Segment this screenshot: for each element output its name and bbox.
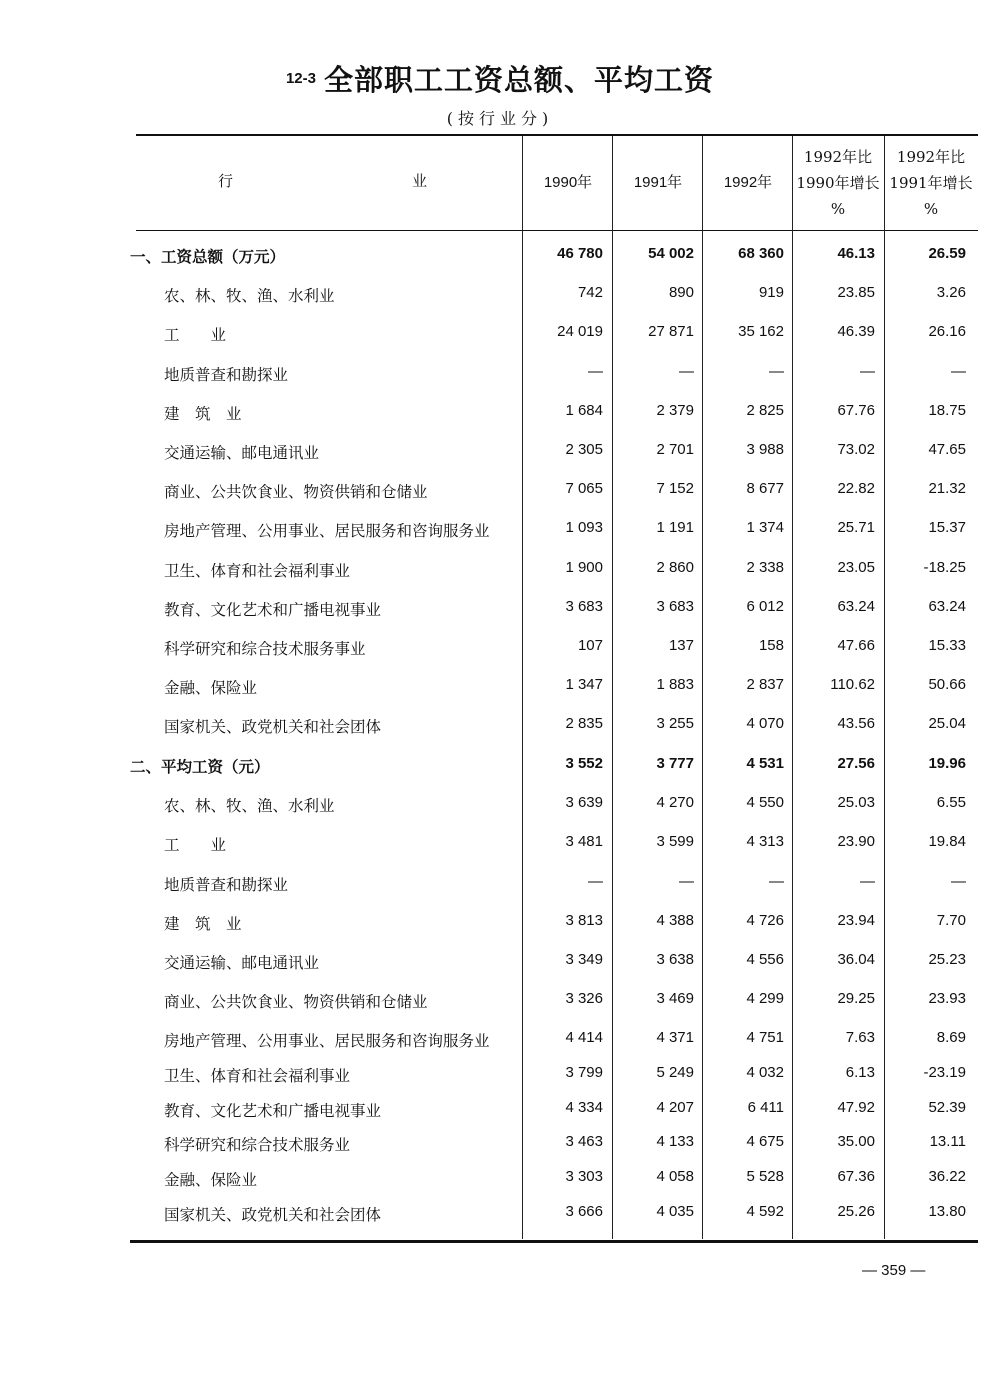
row-value: 2 701 [656,441,694,458]
table-number: 12-3 [285,70,316,87]
table-row [130,1025,980,1055]
row-value: 4 133 [656,1133,694,1151]
table-row [130,515,980,545]
row-value: 4 299 [746,990,784,1008]
row-value: 137 [668,637,694,654]
row-value: — [951,362,966,380]
row-value: 4 032 [746,1063,784,1081]
row-value: 7 152 [656,480,694,498]
row-value: 6.55 [936,794,966,812]
table-row [130,633,980,663]
row-value: 27 871 [648,323,694,341]
row-value: 13.11 [929,1133,966,1151]
row-value: 4 313 [746,833,784,851]
row-value: 2 835 [565,715,603,733]
row-value: 73.02 [837,441,875,458]
table-row [130,398,980,428]
row-value: 4 531 [746,755,784,772]
row-value: — [679,362,694,380]
row-value: 47.92 [837,1098,875,1116]
row-value: 25.03 [837,794,875,812]
row-label: 农、林、牧、渔、水利业 [164,287,335,306]
row-value: 3 639 [565,794,603,812]
row-value: 1 191 [656,519,694,537]
row-value: 1 684 [565,401,603,419]
header-growth-unit: % [830,200,846,218]
table-title: 全部职工工资总额、平均工资 [324,63,715,97]
row-value: — [588,872,603,890]
row-label: 金融、保险业 [164,1171,258,1190]
row-value: 4 726 [746,911,784,929]
header-growth-unit: % [923,200,939,218]
row-label: 工 业 [164,836,227,855]
row-value: 43.56 [837,715,875,733]
row-value: 3 813 [565,911,603,929]
row-value: 47.66 [837,637,875,654]
header-1990: 1990年 [543,174,593,191]
header-1992: 1992年 [723,174,773,191]
header-1991: 1991年 [633,174,683,191]
row-value: 35 162 [738,323,784,341]
row-value: 24 019 [557,323,603,341]
row-value: 25.04 [928,715,966,733]
row-value: 18.75 [928,401,966,419]
row-label: 科学研究和综合技术服务事业 [164,640,366,658]
row-value: 54 002 [648,245,694,262]
row-value: 50.66 [928,676,966,694]
row-value: 6 411 [747,1098,784,1116]
row-value: 22.82 [837,480,875,498]
row-value: 19.84 [928,833,966,851]
row-label: 教育、文化艺术和广播电视事业 [164,600,382,619]
row-label: 国家机关、政党机关和社会团体 [164,1206,382,1224]
row-value: 4 371 [656,1029,694,1046]
row-value: 4 270 [656,794,694,812]
row-value: 1 093 [565,519,603,537]
row-value: 29.25 [837,990,875,1008]
row-value: 4 592 [746,1203,784,1220]
row-label: 二、平均工资（元） [130,757,270,776]
row-value: 3 666 [565,1203,603,1220]
row-value: 4 070 [746,715,784,733]
row-value: 107 [577,637,603,654]
row-value: 919 [758,284,784,302]
row-label: 国家机关、政党机关和社会团体 [164,718,382,737]
row-label: 建 筑 业 [164,914,242,933]
header-growth-line: 1991年增长 [889,174,973,192]
table-row [130,672,980,702]
row-value: 2 837 [746,676,784,694]
header-growth-line: 1990年增长 [796,174,880,192]
row-value: 3 638 [656,951,694,968]
table-subtitle: (按行业分) [446,109,554,128]
row-value: 23.93 [928,990,966,1008]
row-value: 6 012 [746,597,784,615]
row-value: 2 825 [746,401,784,419]
table-row [130,869,980,899]
table-row [130,280,980,310]
row-value: 3 326 [565,990,603,1008]
row-value: 25.71 [837,519,875,537]
row-value: — [860,872,875,890]
row-value: 15.33 [928,637,966,654]
row-value: 110.62 [830,676,875,694]
row-value: 1 900 [565,558,603,576]
row-value: -18.25 [923,558,966,576]
row-label: 交通运输、邮电通讯业 [164,954,320,972]
row-value: 23.05 [837,558,875,576]
row-value: 63.24 [837,597,875,615]
header-industry-char: 行 [218,172,234,190]
table-row [130,1095,980,1125]
row-label: 金融、保险业 [164,679,258,698]
section-row [130,241,980,271]
row-value: 21.32 [928,480,966,498]
row-value: 3 255 [656,715,694,733]
row-value: 8.69 [936,1029,966,1046]
row-value: 4 388 [656,911,694,929]
row-value: 23.90 [837,833,875,851]
row-value: 46.39 [837,323,875,341]
row-value: -23.19 [923,1063,966,1081]
row-value: 23.94 [837,911,875,929]
row-value: 4 334 [565,1098,603,1116]
row-value: 3 799 [565,1063,603,1081]
row-value: 13.80 [928,1203,966,1220]
row-label: 一、工资总额（万元） [130,247,286,266]
page-title [0,58,1000,99]
row-label: 卫生、体育和社会福利事业 [164,1066,351,1085]
row-value: 4 035 [656,1203,694,1220]
table-row [130,1199,980,1229]
table-row [130,790,980,820]
row-value: 46.13 [837,245,875,262]
row-value: 36.04 [837,951,875,968]
row-label: 商业、公共饮食业、物资供销和仓储业 [164,483,428,502]
section-row [130,751,980,781]
row-value: 3 777 [656,755,694,772]
table-row [130,594,980,624]
table-top-rule [136,134,978,136]
row-value: 1 883 [656,676,694,694]
row-value: 1 347 [565,676,603,694]
table-row [130,1164,980,1194]
row-value: 3 463 [565,1133,603,1151]
row-value: 8 677 [746,480,784,498]
row-value: 4 556 [746,951,784,968]
row-value: 15.37 [928,519,966,537]
table-row [130,555,980,585]
row-value: 25.26 [837,1203,875,1220]
row-value: 158 [758,637,784,654]
row-value: — [860,362,875,380]
table-row [130,908,980,938]
row-value: 67.36 [837,1168,875,1186]
row-value: 26.59 [928,245,966,262]
row-value: 1 374 [746,519,784,537]
table-row [130,437,980,467]
row-value: 3 349 [565,951,603,968]
header-growth-vs-1991 [884,144,978,222]
row-value: 7 065 [565,480,603,498]
row-value: 63.24 [928,597,966,615]
row-value: 3 303 [565,1168,603,1186]
row-value: 3 481 [565,833,603,851]
header-rule [136,230,978,231]
row-value: 5 249 [656,1063,694,1081]
table-row [130,476,980,506]
row-value: 4 675 [746,1133,784,1151]
row-value: 4 058 [656,1168,694,1186]
row-value: 2 860 [656,558,694,576]
row-value: 3 988 [746,441,784,458]
row-value: 23.85 [837,284,875,302]
row-value: 5 528 [746,1168,784,1186]
table-row [130,319,980,349]
row-value: 3 683 [656,597,694,615]
row-value: 2 379 [656,401,694,419]
row-value: 47.65 [928,441,966,458]
row-value: 68 360 [738,245,784,262]
row-label: 卫生、体育和社会福利事业 [164,561,351,580]
row-value: 19.96 [928,755,966,772]
row-value: 7.63 [845,1029,875,1046]
row-value: — [769,362,784,380]
table-row [130,359,980,389]
row-label: 建 筑 业 [164,404,242,423]
row-value: 3 599 [656,833,694,851]
table-row [130,1129,980,1159]
header-growth-line: 1992年比 [803,148,873,166]
row-label: 房地产管理、公用事业、居民服务和咨询服务业 [164,1032,490,1050]
row-value: 4 550 [746,794,784,812]
row-value: 742 [577,284,603,302]
row-value: 890 [668,284,694,302]
table-bottom-rule [130,1240,978,1243]
row-value: 3 552 [565,755,603,772]
row-value: — [951,872,966,890]
row-value: 3 469 [656,990,694,1008]
row-value: 25.23 [928,951,966,968]
row-value: 2 305 [565,441,603,458]
row-label: 房地产管理、公用事业、居民服务和咨询服务业 [164,522,490,541]
row-label: 教育、文化艺术和广播电视事业 [164,1101,382,1120]
table-row [130,986,980,1016]
row-label: 工 业 [164,326,227,345]
row-value: 27.56 [837,755,875,772]
row-value: 67.76 [837,401,875,419]
row-value: 4 751 [746,1029,784,1046]
row-value: — [679,872,694,890]
row-label: 地质普查和勘探业 [164,875,289,894]
row-value: 36.22 [928,1168,966,1186]
row-value: 4 207 [656,1098,694,1116]
row-value: 26.16 [928,323,966,341]
row-value: 6.13 [845,1063,875,1081]
row-value: 7.70 [936,911,966,929]
page-number: — 359 — [862,1262,926,1279]
row-value: 52.39 [928,1098,966,1116]
table-row [130,947,980,977]
table-row [130,711,980,741]
header-industry-char: 业 [412,172,428,190]
row-value: 2 338 [746,558,784,576]
table-row [130,829,980,859]
row-value: 3 683 [565,597,603,615]
row-value: — [769,872,784,890]
header-growth-line: 1992年比 [896,148,966,166]
row-value: 46 780 [557,245,603,262]
row-label: 农、林、牧、渔、水利业 [164,797,335,816]
row-label: 商业、公共饮食业、物资供销和仓储业 [164,993,428,1012]
row-value: 35.00 [837,1133,875,1151]
row-label: 科学研究和综合技术服务业 [164,1136,351,1155]
table-row [130,1060,980,1090]
row-value: — [588,362,603,380]
header-growth-vs-1990 [792,144,884,222]
row-value: 3.26 [936,284,966,302]
row-label: 地质普查和勘探业 [164,365,289,384]
row-label: 交通运输、邮电通讯业 [164,444,320,462]
row-value: 4 414 [565,1029,603,1046]
